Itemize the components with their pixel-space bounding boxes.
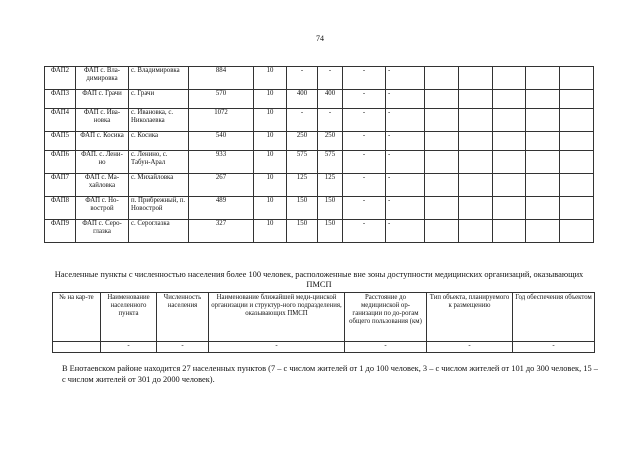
cell-b: 400 <box>318 90 343 109</box>
cell-n: 10 <box>254 90 287 109</box>
cell-empty <box>425 220 459 243</box>
cell-empty <box>526 197 560 220</box>
column-header: Наименование ближайшей меди-цинской организации и структур-ного подразделения, оказывающих ПМСП <box>209 293 345 342</box>
cell-empty <box>458 90 492 109</box>
table-row <box>53 342 595 353</box>
footer-text: В Енотаевском районе находится 27 населенных пунктов (7 – с числом жителей от 1 до 100 человек, 3 – с числом жителей от 101 до 300 человек, 15 – с числом жителей от 301 до 2000 человек). <box>62 364 598 384</box>
cell: - <box>209 342 345 353</box>
section-heading: Населенные пункты с численностью населения более 100 человек, расположенные вне зоны доступности медицинских организаций, оказывающих ПМСП <box>54 270 584 289</box>
table-row <box>45 109 594 132</box>
cell-name: ФАП с. Ма-хайловка <box>76 174 129 197</box>
cell-c: - <box>343 220 386 243</box>
cell <box>53 342 101 353</box>
cell-empty <box>526 151 560 174</box>
cell-empty <box>526 109 560 132</box>
cell-population: 489 <box>189 197 254 220</box>
cell-name: ФАП с. Но-вострой <box>76 197 129 220</box>
cell-d: - <box>386 220 425 243</box>
cell-locality: с. Сероглазка <box>129 220 189 243</box>
cell-d: - <box>386 132 425 151</box>
cell-empty <box>458 174 492 197</box>
cell-n: 10 <box>254 197 287 220</box>
cell-empty <box>526 174 560 197</box>
cell-b: 150 <box>318 220 343 243</box>
cell-locality: с. Ленино, с. Табун-Арал <box>129 151 189 174</box>
cell-c: - <box>343 174 386 197</box>
cell-d: - <box>386 90 425 109</box>
cell-empty <box>560 109 594 132</box>
column-header: Численность населения <box>157 293 209 342</box>
cell-n: 10 <box>254 220 287 243</box>
cell-n: 10 <box>254 174 287 197</box>
cell-b: 150 <box>318 197 343 220</box>
cell-code: ФАП9 <box>45 220 76 243</box>
cell-empty <box>492 67 526 90</box>
cell-d: - <box>386 197 425 220</box>
cell-empty <box>425 90 459 109</box>
cell-d: - <box>386 109 425 132</box>
cell-empty <box>526 90 560 109</box>
table-row <box>45 174 594 197</box>
table-row <box>45 197 594 220</box>
cell-a: - <box>287 109 318 132</box>
fap-table <box>44 66 594 243</box>
cell: - <box>513 342 595 353</box>
table-row <box>45 132 594 151</box>
cell-name: ФАП. с. Лени-но <box>76 151 129 174</box>
cell-locality: с. Михайловка <box>129 174 189 197</box>
cell-d: - <box>386 67 425 90</box>
cell-population: 540 <box>189 132 254 151</box>
cell-population: 933 <box>189 151 254 174</box>
cell-population: 1072 <box>189 109 254 132</box>
cell-code: ФАП4 <box>45 109 76 132</box>
cell-empty <box>560 220 594 243</box>
column-header: № на кар-те <box>53 293 101 342</box>
cell: - <box>101 342 157 353</box>
cell-empty <box>425 174 459 197</box>
cell-empty <box>458 67 492 90</box>
cell-n: 10 <box>254 67 287 90</box>
cell-empty <box>425 197 459 220</box>
cell-name: ФАП с. Грачи <box>76 90 129 109</box>
column-header: Наименование населенного пункта <box>101 293 157 342</box>
cell-empty <box>492 132 526 151</box>
page-number: 74 <box>316 34 324 43</box>
table-header-row <box>53 293 595 342</box>
table-row <box>45 220 594 243</box>
cell-name: ФАП с. Вла-димировка <box>76 67 129 90</box>
cell-empty <box>560 90 594 109</box>
cell-code: ФАП2 <box>45 67 76 90</box>
column-header: Расстояние до медицинской ор-ганизации по до-рогам общего пользования (км) <box>345 293 427 342</box>
cell-name: ФАП с. Косика <box>76 132 129 151</box>
cell-population: 570 <box>189 90 254 109</box>
cell-empty <box>458 197 492 220</box>
cell-c: - <box>343 132 386 151</box>
cell-empty <box>425 109 459 132</box>
cell-locality: с. Грачи <box>129 90 189 109</box>
cell-empty <box>492 151 526 174</box>
cell-empty <box>560 151 594 174</box>
cell-n: 10 <box>254 109 287 132</box>
cell-empty <box>492 197 526 220</box>
cell-b: 125 <box>318 174 343 197</box>
cell-empty <box>458 109 492 132</box>
cell-empty <box>492 90 526 109</box>
settlements-table <box>52 292 595 353</box>
cell-empty <box>492 109 526 132</box>
cell-name: ФАП с. Серо-глазка <box>76 220 129 243</box>
cell-c: - <box>343 109 386 132</box>
cell-empty <box>560 132 594 151</box>
cell-empty <box>560 67 594 90</box>
cell-code: ФАП7 <box>45 174 76 197</box>
cell-b: 250 <box>318 132 343 151</box>
cell-a: 150 <box>287 220 318 243</box>
cell-d: - <box>386 174 425 197</box>
cell-empty <box>458 220 492 243</box>
cell-b: 575 <box>318 151 343 174</box>
cell: - <box>427 342 513 353</box>
cell-empty <box>526 132 560 151</box>
cell-empty <box>458 151 492 174</box>
cell: - <box>157 342 209 353</box>
cell-population: 267 <box>189 174 254 197</box>
cell-locality: с. Косика <box>129 132 189 151</box>
cell-empty <box>492 220 526 243</box>
cell-c: - <box>343 90 386 109</box>
cell-population: 884 <box>189 67 254 90</box>
cell-a: 400 <box>287 90 318 109</box>
cell-a: 150 <box>287 197 318 220</box>
cell-c: - <box>343 67 386 90</box>
cell-c: - <box>343 197 386 220</box>
cell-n: 10 <box>254 151 287 174</box>
column-header: Год обеспечения объектом <box>513 293 595 342</box>
cell-empty <box>526 67 560 90</box>
cell-empty <box>458 132 492 151</box>
cell-population: 327 <box>189 220 254 243</box>
cell-code: ФАП3 <box>45 90 76 109</box>
cell-locality: с. Ивановка, с. Николаевка <box>129 109 189 132</box>
column-header: Тип объекта, планируемого к размещению <box>427 293 513 342</box>
cell-empty <box>425 151 459 174</box>
cell-empty <box>425 67 459 90</box>
cell-locality: с. Владимировка <box>129 67 189 90</box>
cell-n: 10 <box>254 132 287 151</box>
cell-c: - <box>343 151 386 174</box>
cell-d: - <box>386 151 425 174</box>
cell-a: 575 <box>287 151 318 174</box>
cell-name: ФАП с. Ива-новка <box>76 109 129 132</box>
cell-code: ФАП5 <box>45 132 76 151</box>
cell-b: - <box>318 109 343 132</box>
cell-code: ФАП6 <box>45 151 76 174</box>
cell-a: - <box>287 67 318 90</box>
cell: - <box>345 342 427 353</box>
cell-a: 250 <box>287 132 318 151</box>
cell-empty <box>560 197 594 220</box>
cell-locality: п. Прибрежный, п. Новострой <box>129 197 189 220</box>
cell-b: - <box>318 67 343 90</box>
table-row <box>45 151 594 174</box>
cell-empty <box>425 132 459 151</box>
cell-empty <box>560 174 594 197</box>
table-row <box>45 90 594 109</box>
cell-code: ФАП8 <box>45 197 76 220</box>
table-row <box>45 67 594 90</box>
cell-empty <box>526 220 560 243</box>
cell-empty <box>492 174 526 197</box>
cell-a: 125 <box>287 174 318 197</box>
